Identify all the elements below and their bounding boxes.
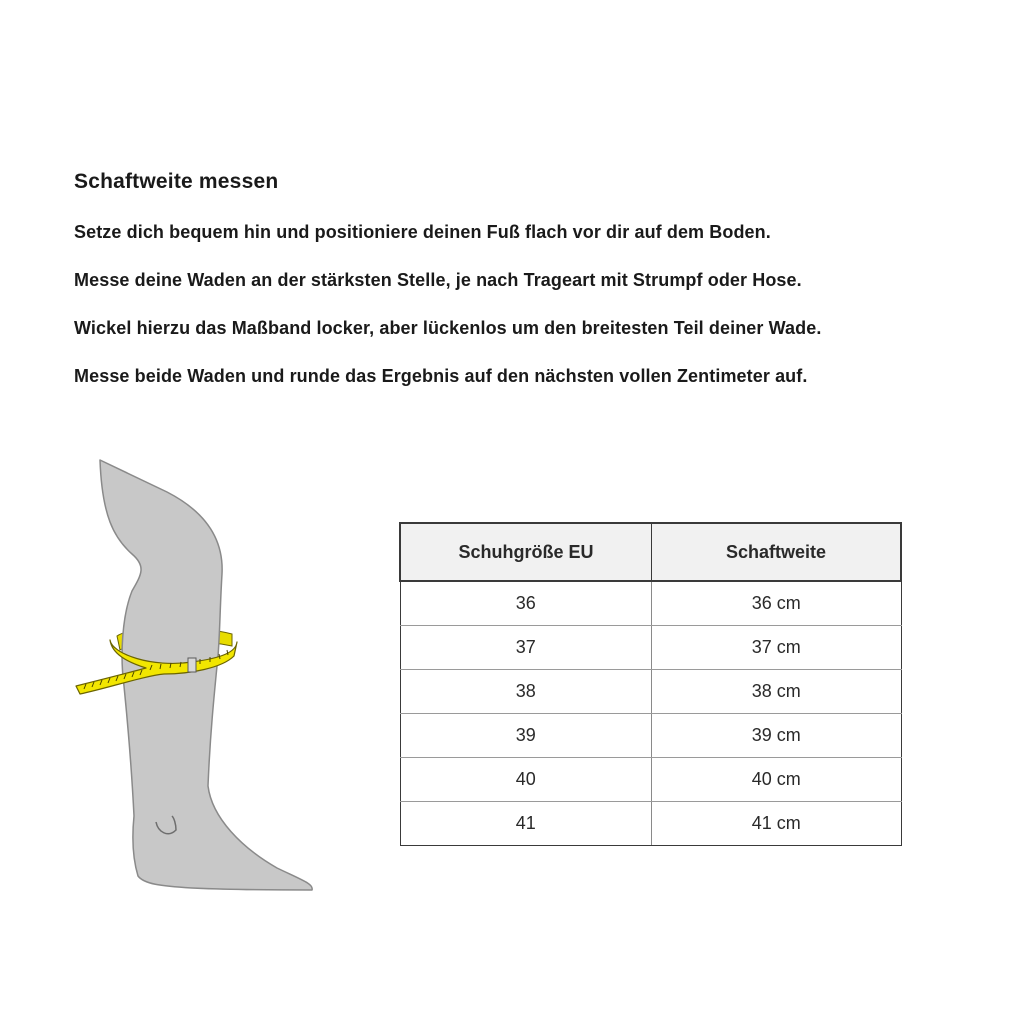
cell-shoe-size: 36 bbox=[400, 581, 652, 626]
instruction-step-1: Setze dich bequem hin und positioniere deinen Fuß flach vor dir auf dem Boden. bbox=[74, 222, 771, 242]
instruction-step-4: Messe beide Waden und runde das Ergebnis auf den nächsten vollen Zentimeter auf. bbox=[74, 366, 808, 386]
table-row bbox=[400, 626, 901, 670]
table-row bbox=[400, 758, 901, 802]
size-table bbox=[399, 522, 902, 846]
tape-buckle bbox=[188, 658, 196, 672]
cell-shaft-width: 36 cm bbox=[652, 581, 902, 626]
table-row bbox=[400, 802, 901, 846]
cell-shaft-width: 38 cm bbox=[652, 670, 902, 714]
cell-shaft-width: 39 cm bbox=[652, 714, 902, 758]
cell-shaft-width: 37 cm bbox=[652, 626, 902, 670]
table-row bbox=[400, 670, 901, 714]
cell-shaft-width: 40 cm bbox=[652, 758, 902, 802]
table-row bbox=[400, 581, 901, 626]
instruction-list bbox=[74, 220, 821, 412]
cell-shoe-size: 37 bbox=[400, 626, 652, 670]
instruction-step-2: Messe deine Waden an der stärksten Stelle, je nach Trageart mit Strumpf oder Hose. bbox=[74, 270, 802, 290]
instruction-step-3: Wickel hierzu das Maßband locker, aber lückenlos um den breitesten Teil deiner Wade. bbox=[74, 318, 822, 338]
table-row bbox=[400, 714, 901, 758]
cell-shaft-width: 41 cm bbox=[652, 802, 902, 846]
cell-shoe-size: 40 bbox=[400, 758, 652, 802]
cell-shoe-size: 39 bbox=[400, 714, 652, 758]
page-title: Schaftweite messen bbox=[74, 170, 279, 193]
cell-shoe-size: 38 bbox=[400, 670, 652, 714]
header-shoe-size: Schuhgröße EU bbox=[400, 523, 652, 581]
cell-shoe-size: 41 bbox=[400, 802, 652, 846]
table-header-row bbox=[400, 523, 901, 581]
header-shaft-width: Schaftweite bbox=[652, 523, 902, 581]
leg-with-measuring-tape-icon bbox=[72, 456, 322, 901]
